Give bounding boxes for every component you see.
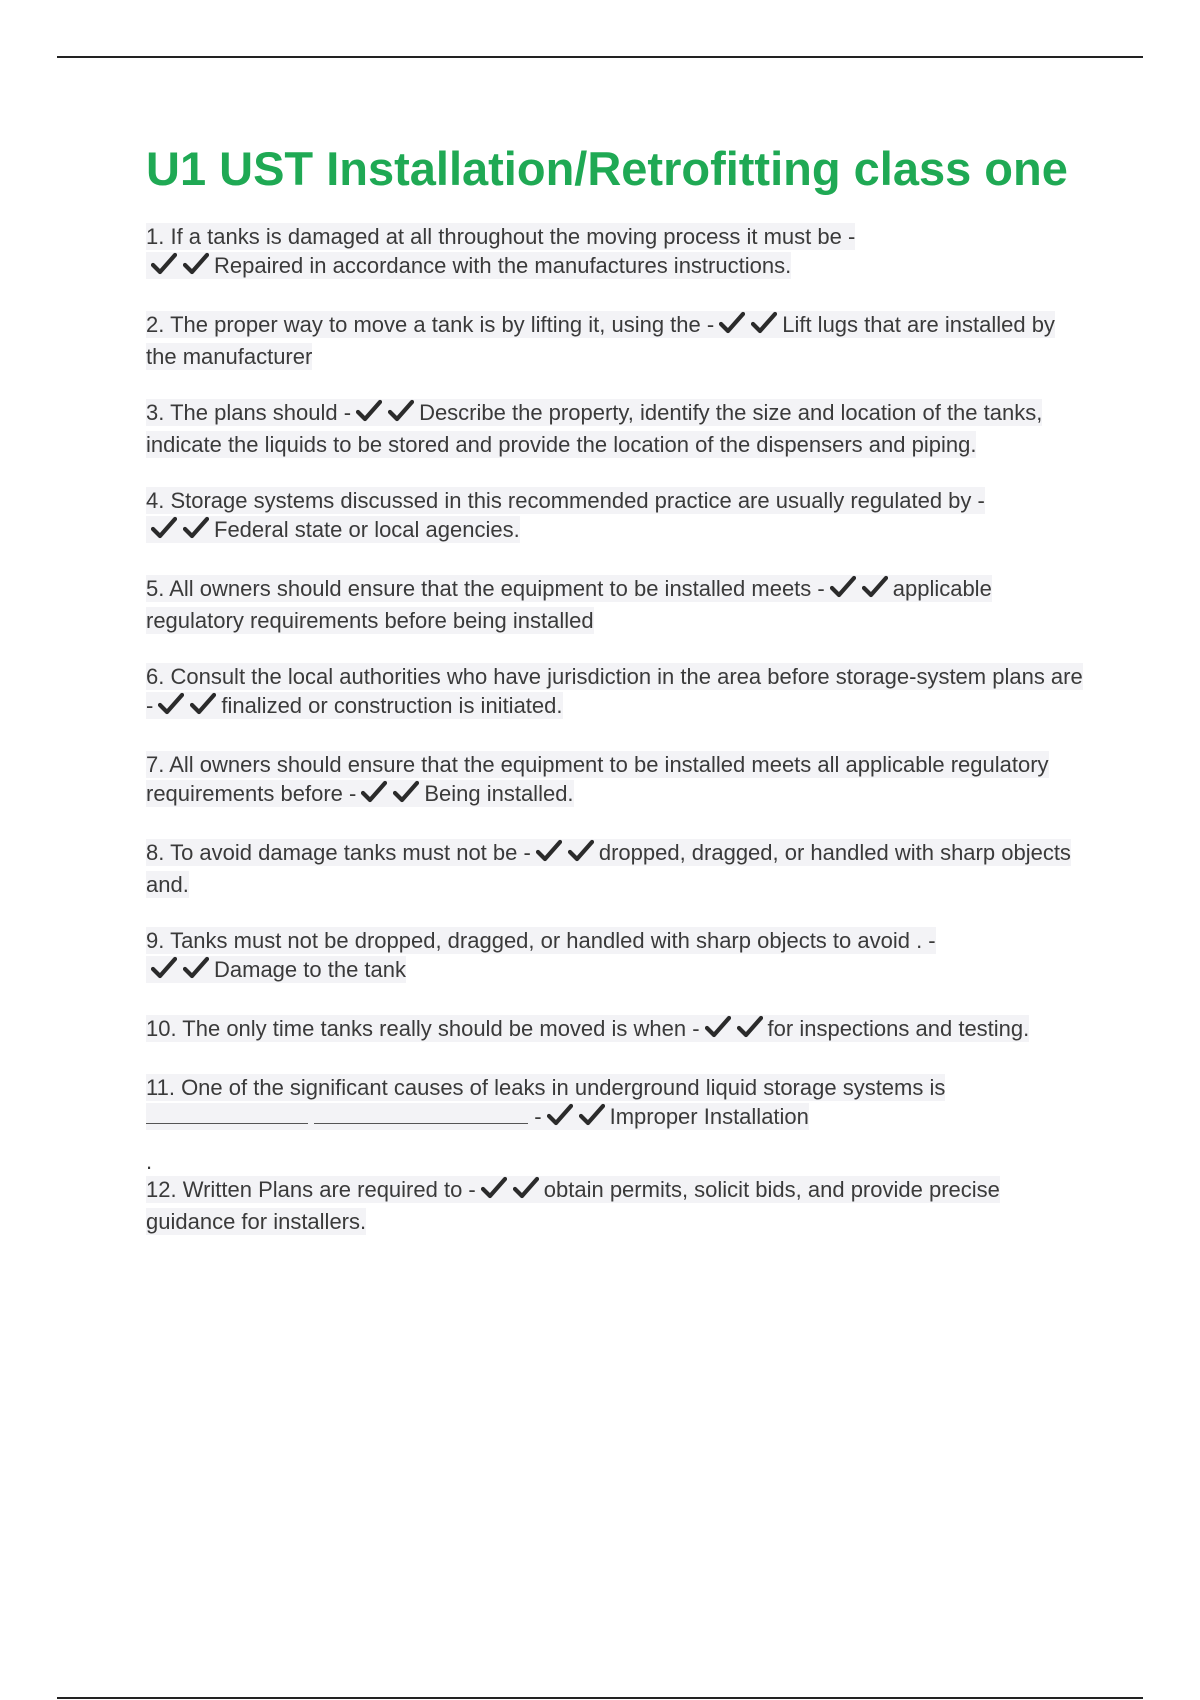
question-text: 8. To avoid damage tanks must not be - — [146, 840, 531, 865]
qa-list — [146, 222, 1086, 1236]
answer-text: Federal state or local agencies. — [214, 517, 520, 542]
document-title: U1 UST Installation/Retrofitting class one — [146, 142, 1068, 195]
question-text: 2. The proper way to move a tank is by lifting it, using the - — [146, 312, 715, 337]
answer-text: Describe the property, identify the size and location of the tanks, indicate the liquids to be stored and provide the location of the dispensers and piping. — [146, 400, 1043, 457]
answer-text: dropped, dragged, or handled with sharp objects and. — [146, 840, 1071, 897]
qa-item: 11. One of the significant causes of leaks in underground liquid storage systems is - Improper Installation — [146, 1073, 1086, 1134]
stray-mark: . — [146, 1149, 153, 1174]
answer-text: for inspections and testing. — [767, 1016, 1030, 1041]
qa-item — [146, 486, 1086, 547]
double-checkmark-icon — [356, 399, 416, 430]
answer-text: Damage to the tank — [214, 957, 407, 982]
double-checkmark-icon — [151, 516, 211, 547]
double-checkmark-icon — [705, 1015, 765, 1046]
question-text: 1. If a tanks is damaged at all throughout the moving process it must be - — [146, 224, 856, 249]
qa-item — [146, 398, 1086, 459]
double-checkmark-icon — [536, 839, 596, 870]
answer-text: obtain permits, solicit bids, and provide precise guidance for installers. — [146, 1177, 1000, 1234]
question-text: 7. All owners should ensure that the equipment to be installed meets all applicable regulatory requirements before - — [146, 752, 1049, 806]
double-checkmark-icon — [481, 1176, 541, 1207]
qa-item — [146, 838, 1086, 899]
double-checkmark-icon — [719, 311, 779, 342]
question-text: 5. All owners should ensure that the equipment to be installed meets - — [146, 576, 825, 601]
answer-text: applicable regulatory requirements before being installed — [146, 576, 992, 633]
document-body — [146, 140, 1086, 1263]
question-text: 12. Written Plans are required to - — [146, 1177, 476, 1202]
qa-item — [146, 1175, 1086, 1236]
qa-item — [146, 574, 1086, 635]
question-text: 4. Storage systems discussed in this recommended practice are usually regulated by - — [146, 488, 985, 513]
answer-text: Being installed. — [424, 781, 574, 806]
qa-item — [146, 1014, 1086, 1046]
double-checkmark-icon — [158, 692, 218, 723]
question-text: 9. Tanks must not be dropped, dragged, or handled with sharp objects to avoid . - — [146, 928, 936, 953]
answer-text: finalized or construction is initiated. — [221, 693, 563, 718]
question-text: 3. The plans should - — [146, 400, 352, 425]
qa-item — [146, 926, 1086, 987]
qa-item — [146, 222, 1086, 283]
footer-rule — [57, 1697, 1143, 1699]
answer-text: Improper Installation — [609, 1104, 809, 1129]
double-checkmark-icon — [547, 1103, 607, 1134]
double-checkmark-icon — [151, 252, 211, 283]
answer-text: Repaired in accordance with the manufactures instructions. — [214, 253, 792, 278]
double-checkmark-icon — [361, 780, 421, 811]
fill-in-blank — [146, 1104, 308, 1124]
question-text: 11. One of the significant causes of leaks in underground liquid storage systems is — [146, 1075, 946, 1100]
double-checkmark-icon — [151, 956, 211, 987]
qa-item — [146, 750, 1086, 811]
answer-text: Lift lugs that are installed by the manufacturer — [146, 312, 1055, 369]
double-checkmark-icon — [830, 575, 890, 606]
fill-in-blank — [314, 1104, 528, 1124]
header-rule — [57, 56, 1143, 58]
qa-item — [146, 310, 1086, 371]
question-text: 10. The only time tanks really should be moved is when - — [146, 1016, 700, 1041]
question-text: 6. Consult the local authorities who have jurisdiction in the area before storage-system plans are - — [146, 664, 1083, 718]
qa-item — [146, 662, 1086, 723]
